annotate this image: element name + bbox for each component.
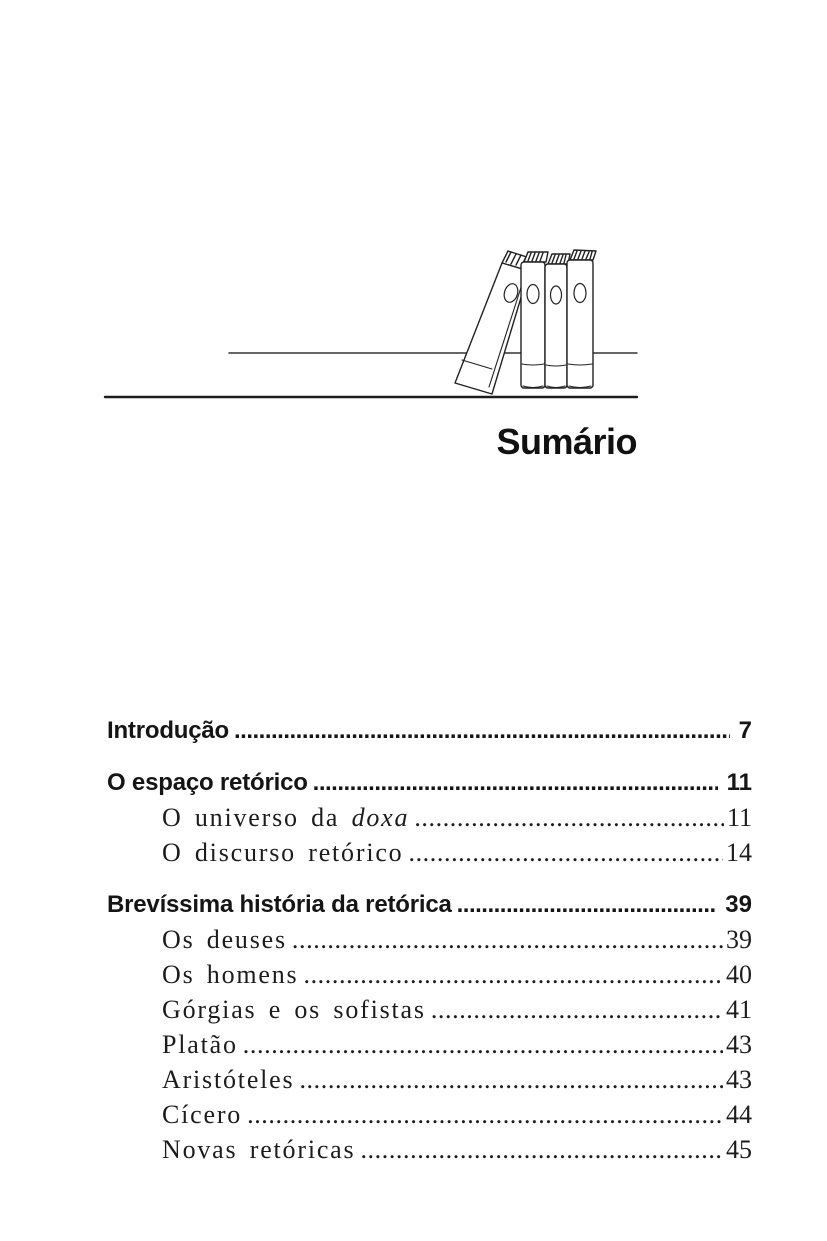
dot-leader bbox=[303, 957, 723, 992]
dot-leader bbox=[457, 887, 717, 922]
dot-leader bbox=[414, 800, 724, 835]
toc-entry-label bbox=[107, 1062, 294, 1097]
toc-entry-text: Novas retóricas bbox=[162, 1135, 356, 1164]
toc-row bbox=[107, 835, 752, 870]
toc-entry-label bbox=[107, 922, 287, 957]
toc-entry-text: Aristóteles bbox=[162, 1065, 295, 1094]
toc-entry-text: Cícero bbox=[162, 1100, 243, 1129]
books-on-shelf-illustration bbox=[100, 248, 645, 400]
toc-entry-page: 11 bbox=[726, 769, 752, 796]
toc-entry-label bbox=[107, 1132, 355, 1167]
toc-entry-italic-text: doxa bbox=[351, 803, 410, 832]
toc-entry-text: Os deuses bbox=[162, 925, 287, 954]
toc-entry-page: 11 bbox=[726, 803, 752, 832]
toc-entry-label bbox=[107, 887, 452, 922]
toc-entry-page: 41 bbox=[726, 995, 752, 1024]
toc-entry-label bbox=[107, 800, 409, 835]
toc-row bbox=[107, 992, 752, 1027]
toc-entry-page: 45 bbox=[726, 1135, 752, 1164]
toc-row bbox=[107, 957, 752, 992]
toc-entry-page: 40 bbox=[726, 960, 752, 989]
toc-entry-label bbox=[107, 957, 298, 992]
toc-row bbox=[107, 887, 752, 922]
toc-entry-page: 44 bbox=[726, 1100, 752, 1129]
upright-book-3 bbox=[567, 250, 596, 388]
toc-entry-label bbox=[107, 765, 308, 800]
dot-leader bbox=[299, 1062, 723, 1097]
dot-leader bbox=[292, 922, 723, 957]
toc-entry-text: Introdução bbox=[107, 717, 229, 744]
toc-entry-text: Brevíssima história da retórica bbox=[107, 891, 452, 918]
toc-entry-label bbox=[107, 835, 403, 870]
dot-leader bbox=[243, 1027, 723, 1062]
toc-row bbox=[107, 1062, 752, 1097]
dot-leader bbox=[313, 765, 718, 800]
upright-book-1 bbox=[521, 252, 548, 388]
dot-leader bbox=[408, 835, 723, 870]
dot-leader bbox=[431, 992, 723, 1027]
toc-entry-page: 7 bbox=[738, 717, 752, 744]
toc-entry-page: 39 bbox=[725, 891, 752, 918]
upright-book-2 bbox=[545, 254, 570, 388]
dot-leader bbox=[247, 1097, 723, 1132]
toc-entry-page: 39 bbox=[726, 925, 752, 954]
toc-row bbox=[107, 713, 752, 748]
toc-row bbox=[107, 1027, 752, 1062]
toc-entry-label bbox=[107, 713, 229, 748]
dot-leader bbox=[234, 713, 730, 748]
toc-entry-page: 43 bbox=[726, 1065, 752, 1094]
toc-entry-text: O espaço retórico bbox=[107, 769, 308, 796]
toc-row bbox=[107, 800, 752, 835]
page-title: Sumário bbox=[496, 421, 637, 462]
dot-leader bbox=[360, 1132, 723, 1167]
toc-entry-text: Platão bbox=[162, 1030, 238, 1059]
toc-entry-text: Górgias e os sofistas bbox=[162, 995, 426, 1024]
toc-entry-label bbox=[107, 1027, 238, 1062]
toc-entry-page: 43 bbox=[726, 1030, 752, 1059]
toc-entry-text: O discurso retórico bbox=[162, 838, 404, 867]
toc-list bbox=[107, 713, 752, 1167]
toc-row bbox=[107, 765, 752, 800]
toc-entry-page: 14 bbox=[726, 838, 752, 867]
toc-entry-text: O universo da bbox=[162, 803, 352, 832]
toc-row bbox=[107, 1097, 752, 1132]
toc-entry-label bbox=[107, 992, 426, 1027]
toc-row bbox=[107, 1132, 752, 1167]
toc-entry-text: Os homens bbox=[162, 960, 299, 989]
toc-entry-label bbox=[107, 1097, 242, 1132]
toc-row bbox=[107, 922, 752, 957]
